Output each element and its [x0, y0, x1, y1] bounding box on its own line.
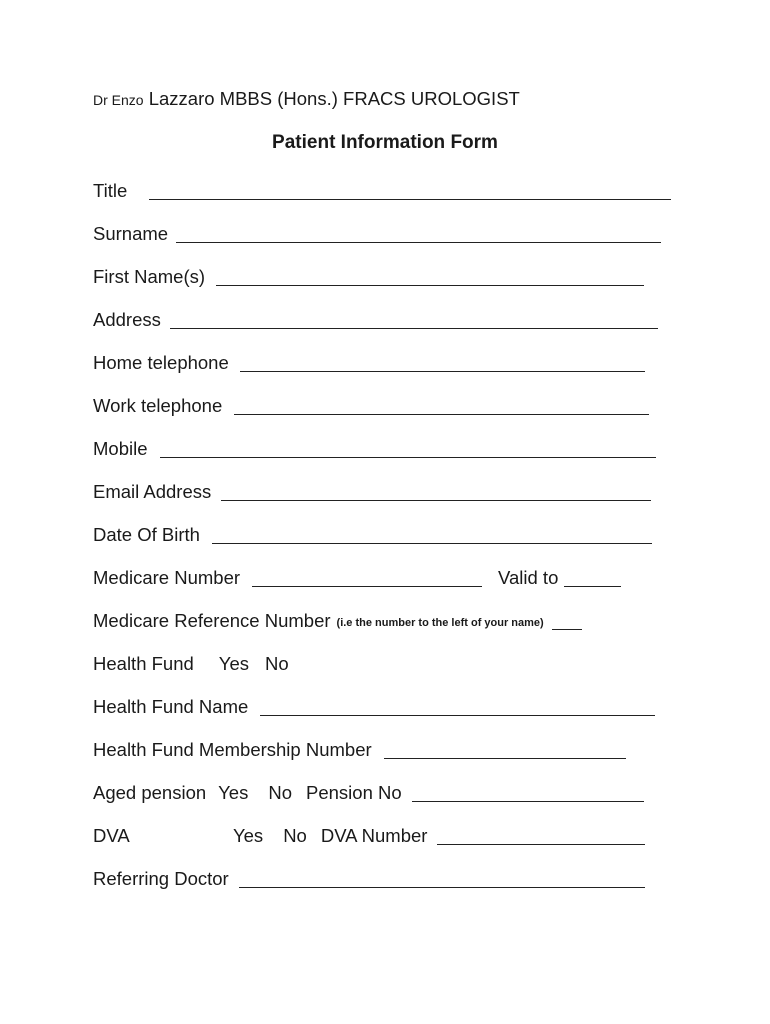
address-label: Address: [93, 309, 161, 330]
mobile-row: [93, 434, 656, 460]
title-row: [93, 176, 671, 202]
dva-number-label: DVA Number: [320, 825, 428, 846]
first-names-label: First Name(s): [93, 266, 206, 287]
dva-row: [93, 821, 645, 847]
date-of-birth-label: Date Of Birth: [93, 524, 200, 545]
referring-doctor-row: [93, 864, 645, 890]
aged-pension-row: [93, 778, 644, 804]
work-telephone-label: Work telephone: [93, 395, 223, 416]
work-telephone-field[interactable]: [234, 394, 649, 415]
doctor-header-name: Lazzaro MBBS (Hons.) FRACS UROLOGIST: [148, 88, 520, 109]
email-address-field[interactable]: [221, 480, 651, 501]
health-fund-name-field[interactable]: [260, 695, 655, 716]
home-telephone-field[interactable]: [240, 351, 645, 372]
health-fund-name-row: [93, 692, 655, 718]
doctor-header: [93, 88, 520, 110]
medicare-reference-field[interactable]: [552, 609, 582, 630]
pension-no-field[interactable]: [412, 781, 644, 802]
health-fund-row: [93, 649, 289, 675]
home-telephone-label: Home telephone: [93, 352, 229, 373]
health-fund-label: Health Fund: [93, 653, 194, 674]
health-fund-membership-row: [93, 735, 626, 761]
title-field[interactable]: [149, 179, 671, 200]
address-row: [93, 305, 658, 331]
mobile-label: Mobile: [93, 438, 148, 459]
referring-doctor-label: Referring Doctor: [93, 868, 229, 889]
date-of-birth-row: [93, 520, 652, 546]
pension-no-label: Pension No: [306, 782, 402, 803]
form-title: Patient Information Form: [272, 132, 498, 153]
aged-pension-yes-option[interactable]: Yes: [218, 782, 249, 803]
health-fund-membership-label: Health Fund Membership Number: [93, 739, 372, 760]
dva-no-option[interactable]: No: [283, 825, 307, 846]
home-telephone-row: [93, 348, 645, 374]
dva-number-field[interactable]: [437, 824, 645, 845]
title-label: Title: [93, 180, 128, 201]
address-field[interactable]: [170, 308, 658, 329]
surname-row: [93, 219, 661, 245]
aged-pension-label: Aged pension: [93, 782, 207, 803]
medicare-number-field[interactable]: [252, 566, 482, 587]
first-names-field[interactable]: [216, 265, 644, 286]
medicare-number-label: Medicare Number: [93, 567, 241, 588]
health-fund-no-option[interactable]: No: [264, 653, 289, 674]
medicare-reference-label: Medicare Reference Number: [93, 610, 331, 631]
valid-to-field[interactable]: [564, 566, 621, 587]
date-of-birth-field[interactable]: [212, 523, 652, 544]
health-fund-membership-field[interactable]: [384, 738, 626, 759]
valid-to-label: Valid to: [498, 567, 559, 588]
work-telephone-row: [93, 391, 649, 417]
surname-label: Surname: [93, 223, 169, 244]
health-fund-name-label: Health Fund Name: [93, 696, 249, 717]
doctor-header-prefix: Dr Enzo: [93, 92, 144, 108]
email-address-label: Email Address: [93, 481, 212, 502]
dva-label: DVA: [93, 825, 130, 846]
aged-pension-no-option[interactable]: No: [268, 782, 292, 803]
referring-doctor-field[interactable]: [239, 867, 645, 888]
surname-field[interactable]: [176, 222, 661, 243]
email-address-row: [93, 477, 651, 503]
medicare-reference-row: [93, 606, 582, 632]
mobile-field[interactable]: [160, 437, 656, 458]
medicare-reference-note: (i.e the number to the left of your name): [336, 617, 544, 629]
medicare-number-row: [93, 563, 621, 589]
first-names-row: [93, 262, 644, 288]
dva-yes-option[interactable]: Yes: [233, 825, 264, 846]
health-fund-yes-option[interactable]: Yes: [218, 653, 249, 674]
